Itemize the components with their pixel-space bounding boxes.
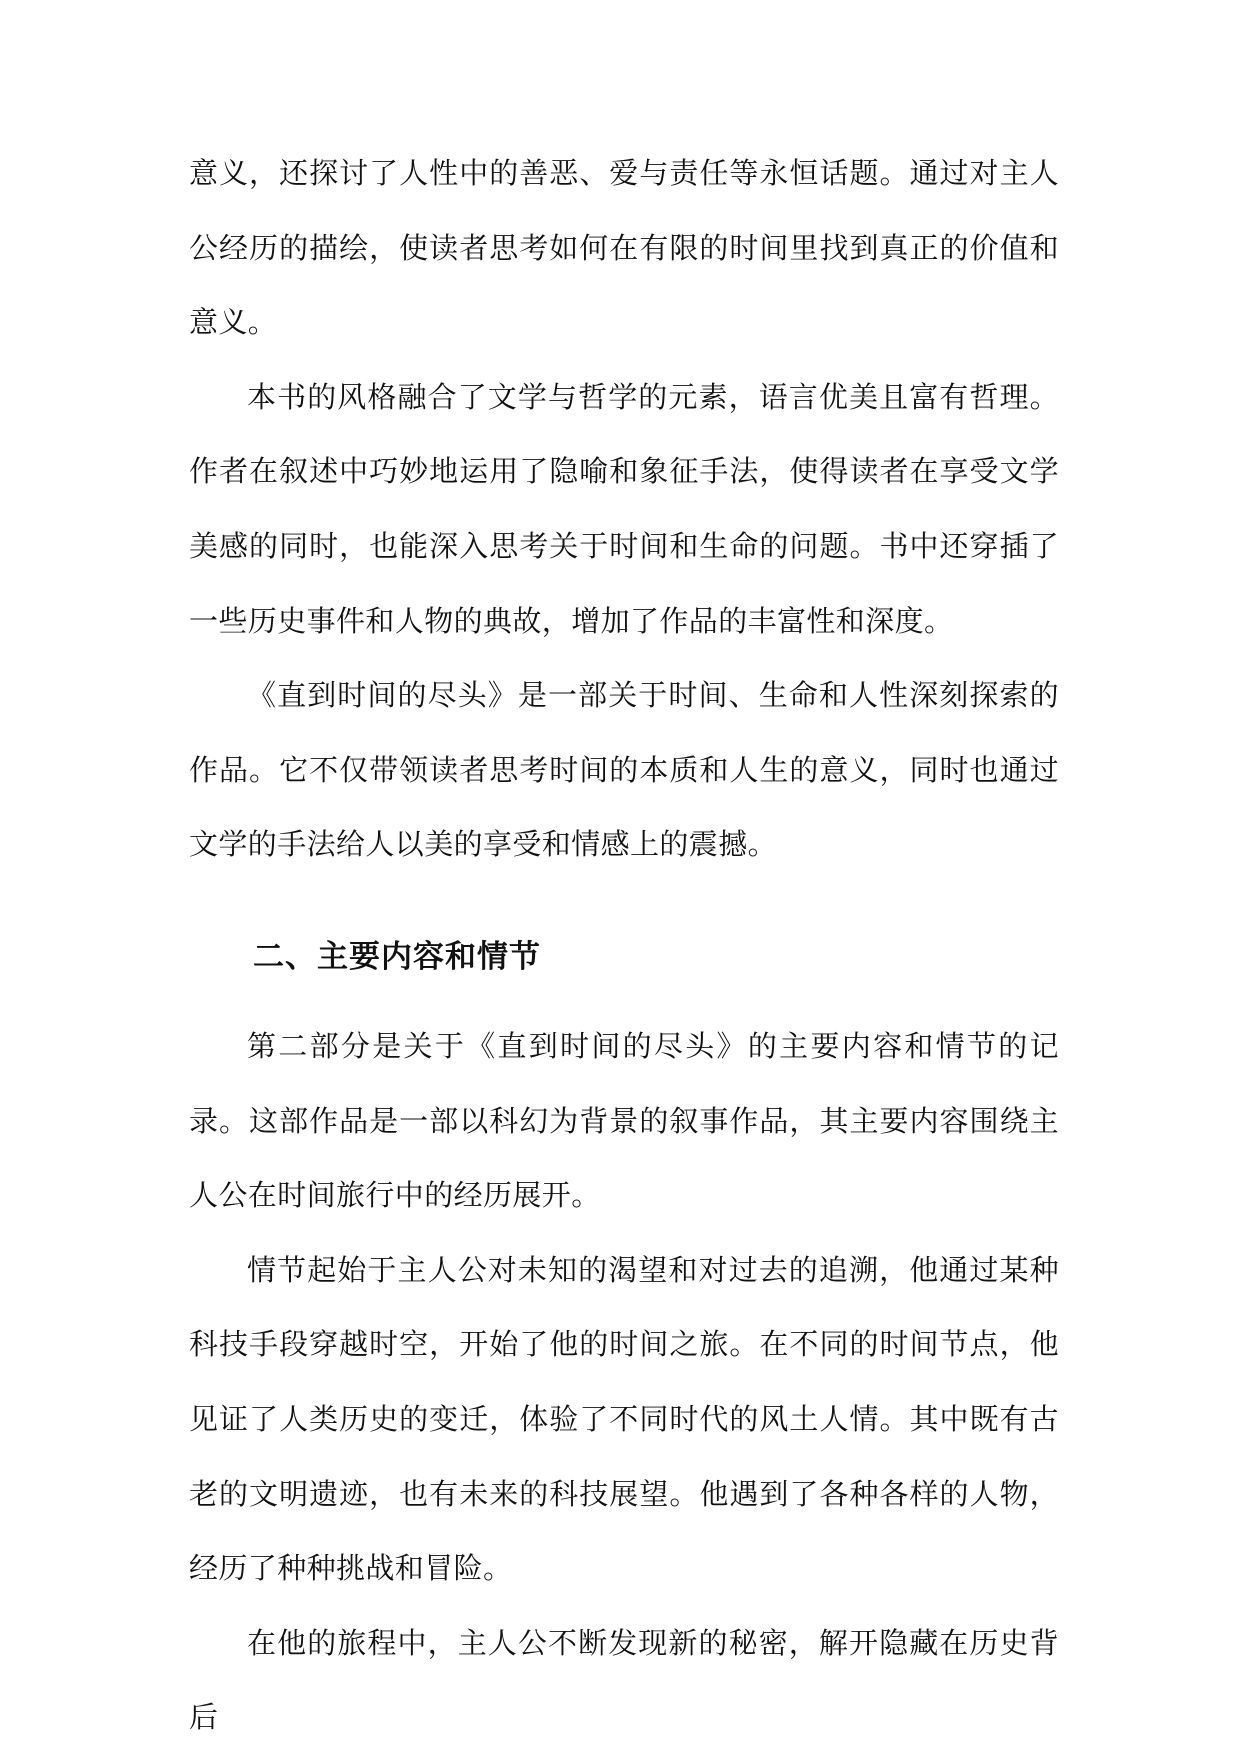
paragraph-continuation: 意义，还探讨了人性中的善恶、爱与责任等永恒话题。通过对主人公经历的描绘，使读者思考如何在有限的时间里找到真正的价值和意义。 [189,156,1059,340]
section-heading: 二、主要内容和情节 [253,938,541,975]
paragraph-style: 本书的风格融合了文学与哲学的元素，语言优美且富有哲理。作者在叙述中巧妙地运用了隐喻和象征手法，使得读者在享受文学美感的同时，也能深入思考关于时间和生命的问题。书中还穿插了一些历史事件和人物的典故，增加了作品的丰富性和深度。 [189,379,1059,638]
paragraph-summary: 《直到时间的尽头》是一部关于时间、生命和人性深刻探索的作品。它不仅带领读者思考时间的本质和人生的意义，同时也通过文学的手法给人以美的享受和情感上的震撼。 [189,678,1059,862]
paragraph-intro: 第二部分是关于《直到时间的尽头》的主要内容和情节的记录。这部作品是一部以科幻为背景的叙事作品，其主要内容围绕主人公在时间旅行中的经历展开。 [189,1028,1059,1213]
page-content [189,136,1059,1755]
paragraph-plot: 情节起始于主人公对未知的渴望和对过去的追溯，他通过某种科技手段穿越时空，开始了他的时间之旅。在不同的时间节点，他见证了人类历史的变迁，体验了不同时代的风土人情。其中既有古老的文明遗迹，也有未来的科技展望。他遇到了各种各样的人物，经历了种种挑战和冒险。 [189,1252,1059,1586]
paragraph-journey: 在他的旅程中，主人公不断发现新的秘密，解开隐藏在历史背后 [189,1625,1059,1735]
